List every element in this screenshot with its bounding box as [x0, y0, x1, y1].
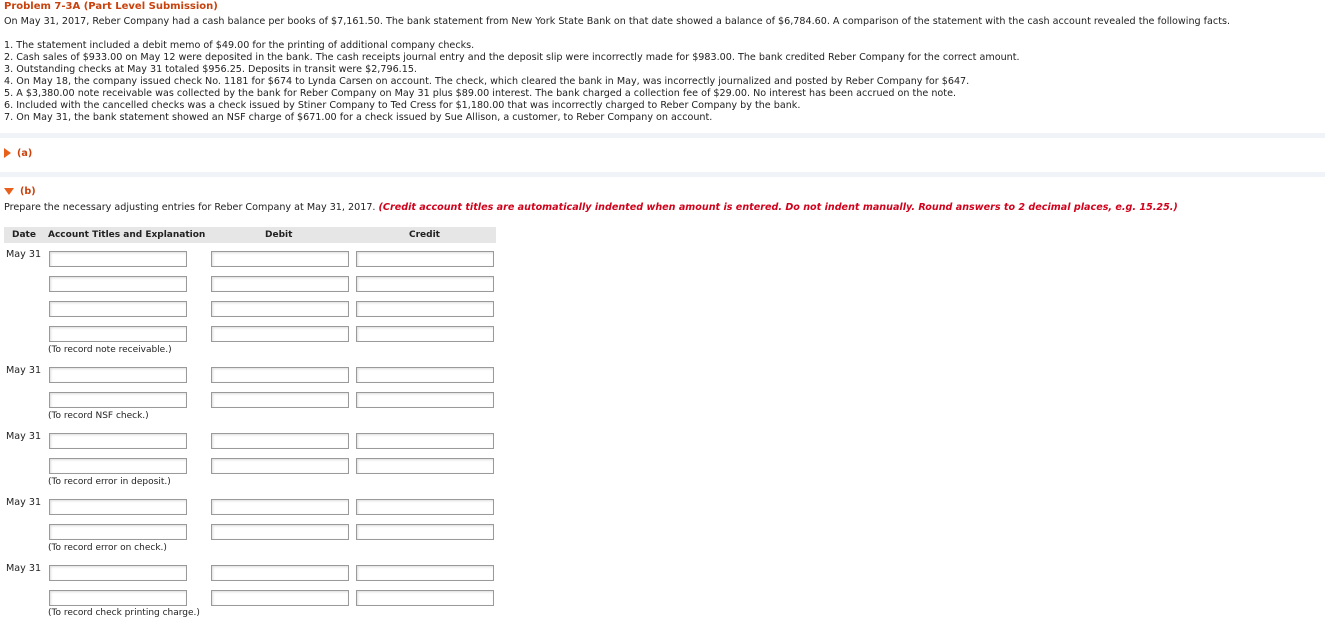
section-b-label: (b)	[20, 186, 36, 197]
credit-input[interactable]	[356, 326, 494, 342]
fact-item: 3. Outstanding checks at May 31 totaled $956.25. Deposits in transit were $2,796.15.	[4, 64, 417, 75]
part-b-prompt	[4, 202, 1178, 213]
header-date: Date	[12, 230, 36, 240]
header-debit: Debit	[265, 230, 293, 240]
section-b-toggle[interactable]	[4, 186, 36, 197]
section-a-toggle[interactable]	[4, 148, 32, 159]
debit-input[interactable]	[211, 499, 349, 515]
journal-table-header	[4, 227, 496, 243]
debit-input[interactable]	[211, 301, 349, 317]
prompt-text: Prepare the necessary adjusting entries for Reber Company at May 31, 2017.	[4, 202, 376, 213]
debit-input[interactable]	[211, 524, 349, 540]
credit-input[interactable]	[356, 458, 494, 474]
entry-date: May 31	[6, 563, 42, 574]
debit-input[interactable]	[211, 458, 349, 474]
entry-explanation: (To record error on check.)	[48, 543, 167, 553]
entry-explanation: (To record error in deposit.)	[48, 477, 171, 487]
header-account: Account Titles and Explanation	[48, 230, 206, 240]
credit-input[interactable]	[356, 276, 494, 292]
entry-date: May 31	[6, 249, 42, 260]
caret-right-icon	[4, 148, 11, 158]
fact-item: 6. Included with the cancelled checks was a check issued by Stiner Company to Ted Cress for $1,180.00 that was incorrectly charged to Reber Company by the bank.	[4, 100, 801, 111]
fact-item: 2. Cash sales of $933.00 on May 12 were deposited in the bank. The cash receipts journal entry and the deposit slip were incorrectly made for $983.00. The bank credited Reber Company for the correct amount.	[4, 52, 1020, 63]
account-title-input[interactable]	[49, 499, 187, 515]
header-credit: Credit	[409, 230, 440, 240]
credit-input[interactable]	[356, 367, 494, 383]
debit-input[interactable]	[211, 251, 349, 267]
credit-input[interactable]	[356, 524, 494, 540]
debit-input[interactable]	[211, 433, 349, 449]
account-title-input[interactable]	[49, 565, 187, 581]
section-divider	[0, 133, 1325, 138]
fact-item: 7. On May 31, the bank statement showed an NSF charge of $671.00 for a check issued by Sue Allison, a customer, to Reber Company on account.	[4, 112, 713, 123]
debit-input[interactable]	[211, 590, 349, 606]
problem-title: Problem 7-3A (Part Level Submission)	[4, 1, 218, 12]
account-title-input[interactable]	[49, 326, 187, 342]
section-a-label: (a)	[17, 148, 33, 159]
credit-input[interactable]	[356, 565, 494, 581]
account-title-input[interactable]	[49, 301, 187, 317]
problem-intro: On May 31, 2017, Reber Company had a cash balance per books of $7,161.50. The bank statement from New York State Bank on that date showed a balance of $6,784.60. A comparison of the statement with the cash account revealed the following facts.	[4, 16, 1231, 27]
entry-explanation: (To record check printing charge.)	[48, 608, 200, 618]
fact-item: 4. On May 18, the company issued check No. 1181 for $674 to Lynda Carsen on account. The check, which cleared the bank in May, was incorrectly journalized and posted by Reber Company for $647.	[4, 76, 970, 87]
entry-explanation: (To record note receivable.)	[48, 345, 172, 355]
account-title-input[interactable]	[49, 367, 187, 383]
account-title-input[interactable]	[49, 276, 187, 292]
entry-date: May 31	[6, 365, 42, 376]
debit-input[interactable]	[211, 392, 349, 408]
account-title-input[interactable]	[49, 392, 187, 408]
credit-input[interactable]	[356, 392, 494, 408]
instruction-text: (Credit account titles are automatically indented when amount is entered. Do not indent manually. Round answers to 2 decimal places, e.g. 15.25.)	[378, 202, 1178, 213]
debit-input[interactable]	[211, 276, 349, 292]
debit-input[interactable]	[211, 565, 349, 581]
fact-item: 5. A $3,380.00 note receivable was collected by the bank for Reber Company on May 31 plus $89.00 interest. The bank charged a collection fee of $29.00. No interest has been accrued on the note.	[4, 88, 957, 99]
account-title-input[interactable]	[49, 524, 187, 540]
credit-input[interactable]	[356, 301, 494, 317]
account-title-input[interactable]	[49, 251, 187, 267]
debit-input[interactable]	[211, 326, 349, 342]
fact-item: 1. The statement included a debit memo of $49.00 for the printing of additional company checks.	[4, 40, 475, 51]
account-title-input[interactable]	[49, 433, 187, 449]
section-divider	[0, 172, 1325, 177]
facts-list	[4, 40, 1020, 124]
credit-input[interactable]	[356, 499, 494, 515]
credit-input[interactable]	[356, 433, 494, 449]
caret-down-icon	[4, 188, 14, 195]
account-title-input[interactable]	[49, 458, 187, 474]
credit-input[interactable]	[356, 251, 494, 267]
credit-input[interactable]	[356, 590, 494, 606]
debit-input[interactable]	[211, 367, 349, 383]
entry-date: May 31	[6, 431, 42, 442]
entry-date: May 31	[6, 497, 42, 508]
account-title-input[interactable]	[49, 590, 187, 606]
entry-explanation: (To record NSF check.)	[48, 411, 149, 421]
